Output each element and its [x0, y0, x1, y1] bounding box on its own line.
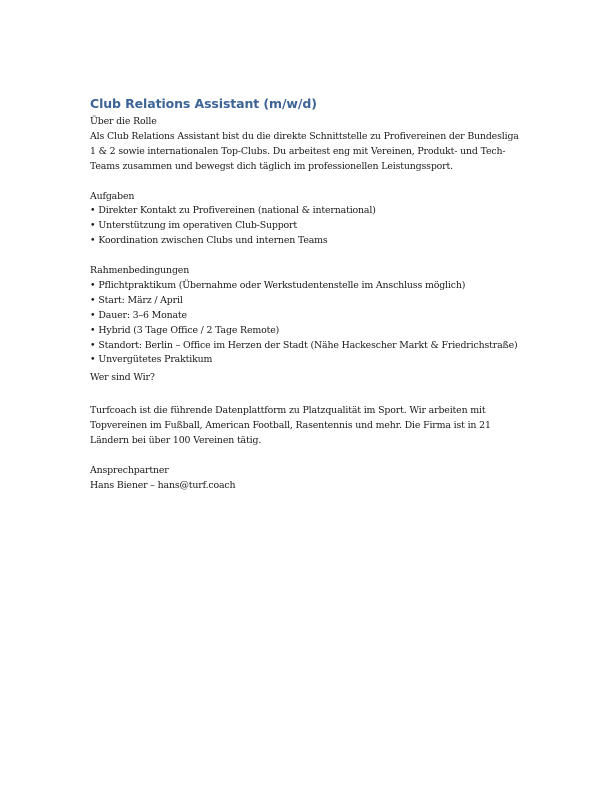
about-heading: Wer sind Wir? — [90, 372, 155, 384]
bullet-icon: • — [90, 294, 96, 306]
document-page — [90, 96, 530, 494]
bullet-icon: • — [90, 205, 96, 217]
list-item — [90, 234, 530, 249]
condition-text: Dauer: 3–6 Monate — [98, 309, 187, 321]
role-heading: Über die Rolle — [90, 116, 157, 127]
job-title: Club Relations Assistant (m/w/d) — [90, 96, 317, 111]
task-text: Direkter Kontakt zu Profivereinen (national & international) — [98, 205, 376, 217]
condition-text: Start: März / April — [98, 294, 183, 306]
tasks-list — [90, 204, 530, 249]
bullet-icon: • — [90, 354, 96, 366]
about-text-line: Topvereinen im Fußball, American Football, Rasentennis und mehr. Die Firma ist in 21 — [90, 420, 491, 432]
bullet-icon: • — [90, 324, 96, 336]
bullet-icon: • — [90, 309, 96, 321]
spacer — [90, 249, 530, 264]
spacer — [90, 175, 530, 190]
list-item — [90, 339, 530, 354]
conditions-list — [90, 279, 530, 368]
conditions-heading: Rahmenbedingungen — [90, 265, 190, 277]
about-text-line: Ländern bei über 100 Vereinen tätig. — [90, 434, 262, 446]
task-text: Unterstützung im operativen Club-Support — [98, 220, 298, 232]
about-text-line: Turfcoach ist die führende Datenplattform zu Platzqualität im Sport. Wir arbeiten mit — [90, 405, 486, 417]
bullet-icon: • — [90, 339, 96, 351]
bullet-icon: • — [90, 279, 96, 291]
tasks-heading: Aufgaben — [90, 190, 135, 202]
condition-text: Standort: Berlin – Office im Herzen der Stadt (Nähe Hackescher Markt & Friedrichstraße) — [98, 339, 518, 351]
list-item — [90, 219, 530, 234]
list-item — [90, 294, 530, 309]
spacer — [90, 449, 530, 464]
spacer — [90, 389, 530, 404]
contact-line: Hans Biener – hans@turf.coach — [90, 479, 236, 491]
condition-text: Hybrid (3 Tage Office / 2 Tage Remote) — [98, 324, 280, 336]
task-text: Koordination zwischen Clubs und internen Teams — [98, 235, 328, 247]
list-item — [90, 324, 530, 339]
contact-heading: Ansprechpartner — [90, 464, 169, 476]
condition-text: Unvergütetes Praktikum — [98, 354, 213, 366]
role-text-line: Teams zusammen und bewegst dich täglich im professionellen Leistungssport. — [90, 160, 453, 172]
list-item — [90, 309, 530, 324]
bullet-icon: • — [90, 220, 96, 232]
list-item — [90, 204, 530, 219]
bullet-icon: • — [90, 235, 96, 247]
condition-text: Pflichtpraktikum (Übernahme oder Werkstudentenstelle im Anschluss möglich) — [98, 279, 466, 291]
role-text-line: 1 & 2 sowie internationalen Top-Clubs. Du arbeitest eng mit Vereinen, Produkt- und Tech- — [90, 145, 506, 157]
role-text-line: Als Club Relations Assistant bist du die direkte Schnittstelle zu Profivereinen der Bundesliga — [90, 130, 519, 142]
list-item — [90, 353, 530, 368]
list-item — [90, 279, 530, 294]
